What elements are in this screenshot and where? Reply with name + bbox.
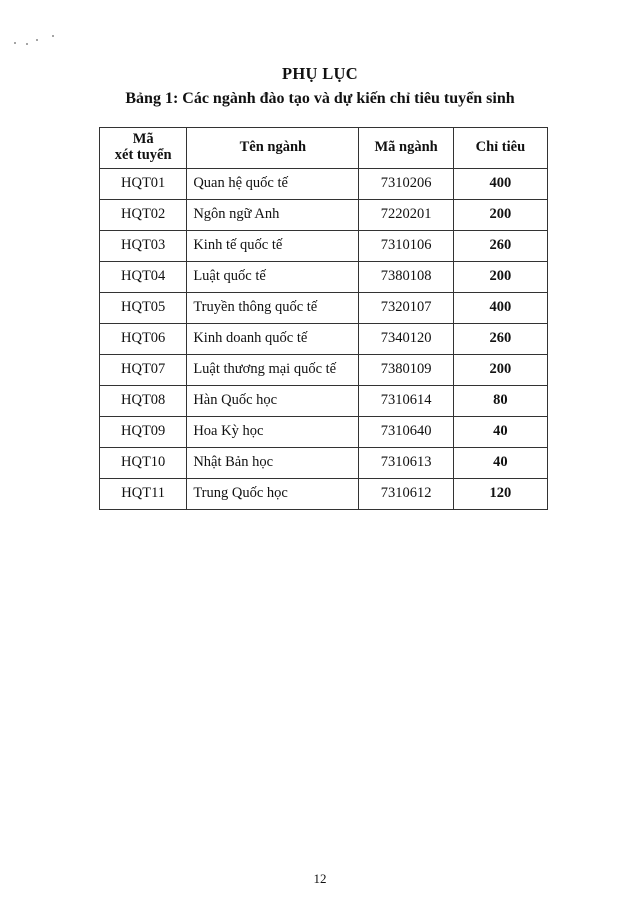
cell-quota: 80 (453, 386, 547, 417)
table-row (100, 417, 548, 448)
table-caption: Bảng 1: Các ngành đào tạo và dự kiến chỉ tiêu tuyển sinh (125, 90, 515, 107)
scan-speck (14, 42, 16, 44)
cell-admission-code: HQT07 (100, 355, 187, 386)
table-row (100, 386, 548, 417)
cell-major-code: 7310640 (359, 417, 453, 448)
cell-major-code: 7310612 (359, 479, 453, 510)
table-body (100, 169, 548, 510)
col-header-major-code (359, 128, 453, 169)
cell-major-code: 7310613 (359, 448, 453, 479)
table-row (100, 200, 548, 231)
col-header-label: Mã ngành (374, 139, 438, 156)
table-row (100, 293, 548, 324)
cell-major-code: 7380108 (359, 262, 453, 293)
cell-quota: 120 (453, 479, 547, 510)
cell-major-name: Hoa Kỳ học (187, 417, 359, 448)
table-row (100, 355, 548, 386)
cell-admission-code: HQT04 (100, 262, 187, 293)
cell-admission-code: HQT08 (100, 386, 187, 417)
page-number: 12 (313, 871, 327, 886)
scan-speck (36, 39, 38, 41)
col-header-admission-code (100, 128, 187, 169)
cell-admission-code: HQT03 (100, 231, 187, 262)
col-header-quota (453, 128, 547, 169)
cell-quota: 200 (453, 200, 547, 231)
cell-quota: 200 (453, 355, 547, 386)
cell-major-name: Luật thương mại quốc tế (187, 355, 359, 386)
cell-major-code: 7310106 (359, 231, 453, 262)
table-row (100, 231, 548, 262)
col-header-major-name (187, 128, 359, 169)
table-row (100, 479, 548, 510)
col-header-label: Chỉ tiêu (475, 139, 526, 156)
table-header-row (100, 128, 548, 169)
cell-admission-code: HQT01 (100, 169, 187, 200)
cell-major-name: Ngôn ngữ Anh (187, 200, 359, 231)
cell-major-code: 7340120 (359, 324, 453, 355)
cell-quota: 260 (453, 231, 547, 262)
cell-major-name: Hàn Quốc học (187, 386, 359, 417)
cell-quota: 40 (453, 417, 547, 448)
cell-quota: 260 (453, 324, 547, 355)
table-row (100, 169, 548, 200)
page-title: PHỤ LỤC (282, 64, 358, 83)
cell-admission-code: HQT09 (100, 417, 187, 448)
cell-major-code: 7380109 (359, 355, 453, 386)
cell-quota: 40 (453, 448, 547, 479)
cell-admission-code: HQT10 (100, 448, 187, 479)
cell-quota: 400 (453, 169, 547, 200)
table-row (100, 448, 548, 479)
cell-major-name: Truyền thông quốc tế (187, 293, 359, 324)
cell-major-code: 7220201 (359, 200, 453, 231)
scan-speck (52, 35, 54, 37)
cell-major-name: Luật quốc tế (187, 262, 359, 293)
cell-quota: 400 (453, 293, 547, 324)
cell-major-name: Nhật Bản học (187, 448, 359, 479)
cell-admission-code: HQT02 (100, 200, 187, 231)
cell-admission-code: HQT05 (100, 293, 187, 324)
scan-speck (26, 43, 28, 45)
col-header-label: Mã xét tuyển (114, 131, 172, 163)
col-header-label: Tên ngành (239, 139, 307, 156)
admission-quota-table (99, 127, 548, 510)
cell-major-code: 7310614 (359, 386, 453, 417)
cell-major-name: Kinh tế quốc tế (187, 231, 359, 262)
cell-major-code: 7310206 (359, 169, 453, 200)
cell-major-name: Kinh doanh quốc tế (187, 324, 359, 355)
cell-major-code: 7320107 (359, 293, 453, 324)
table-row (100, 324, 548, 355)
cell-major-name: Trung Quốc học (187, 479, 359, 510)
scan-specks (14, 34, 64, 48)
cell-quota: 200 (453, 262, 547, 293)
cell-admission-code: HQT11 (100, 479, 187, 510)
table-row (100, 262, 548, 293)
cell-major-name: Quan hệ quốc tế (187, 169, 359, 200)
cell-admission-code: HQT06 (100, 324, 187, 355)
